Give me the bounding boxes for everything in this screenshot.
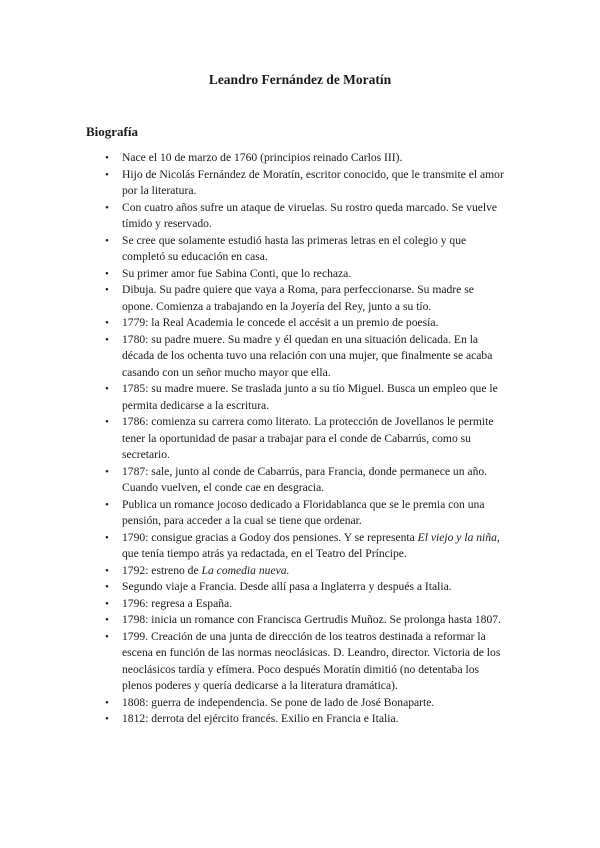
work-title: La comedia nueva. <box>201 563 290 577</box>
list-item-text: 1812: derrota del ejército francés. Exilio en Francia e Italia. <box>122 712 399 725</box>
bullet-icon: • <box>105 168 109 181</box>
list-item-text: Nace el 10 de marzo de 1760 (principios reinado Carlos III). <box>122 151 403 164</box>
list-item <box>86 711 506 728</box>
bullet-icon: • <box>105 284 109 296</box>
list-item <box>86 629 506 695</box>
bullet-icon: • <box>105 564 109 577</box>
section-heading-biografia: Biografía <box>86 124 138 139</box>
bullet-icon: • <box>105 317 109 329</box>
bullet-icon: • <box>105 614 109 626</box>
bullet-icon: • <box>105 713 109 725</box>
list-item <box>86 150 506 167</box>
list-item <box>86 233 506 266</box>
document-title: Leandro Fernández de Moratín <box>208 72 392 87</box>
list-item-text: 1785: su madre muere. Se traslada junto a su tío Miguel. Busca un empleo que le permita dedicarse a la escritura. <box>122 382 498 412</box>
list-item <box>86 563 506 580</box>
list-item-text: 1796: regresa a España. <box>122 596 233 610</box>
list-item-text: 1787: sale, junto al conde de Cabarrús, para Francia, donde permanece un año. Cuando vuelven, el conde cae en desgracia. <box>122 464 488 494</box>
bullet-icon: • <box>105 333 109 346</box>
list-item <box>86 332 506 382</box>
list-item <box>86 266 506 283</box>
list-item-text: Segundo viaje a Francia. Desde allí pasa a Inglaterra y después a Italia. <box>122 580 452 593</box>
list-item <box>86 464 506 497</box>
list-item-text: Hijo de Nicolás Fernández de Moratín, escritor conocido, que le transmite el amor por la literatura. <box>122 167 504 197</box>
list-item-text: 1779: la Real Academia le concede el accésit a un premio de poesía. <box>122 316 439 329</box>
bullet-icon: • <box>105 201 109 214</box>
list-item-text: 1792: estreno de <box>122 563 202 577</box>
bullet-icon: • <box>105 531 109 544</box>
list-item <box>86 414 506 464</box>
list-item <box>86 530 506 563</box>
bullet-icon: • <box>105 498 109 511</box>
list-item <box>86 282 506 315</box>
list-item-text: Con cuatro años sufre un ataque de viruelas. Su rostro queda marcado. Se vuelve tímido y reservado. <box>122 200 498 230</box>
bullet-icon: • <box>105 696 109 709</box>
list-item-text: 1790: consigue gracias a Godoy dos pensiones. Y se representa <box>122 530 418 544</box>
list-item <box>86 381 506 414</box>
list-item-text: , que tenía tiempo atrás ya redactada, en el Teatro del Príncipe. <box>122 530 500 560</box>
list-item-text: 1798: inicia un romance con Francisca Gertrudis Muñoz. Se prolonga hasta 1807. <box>122 613 501 626</box>
list-item <box>86 695 506 712</box>
list-item <box>86 315 506 332</box>
list-item-text: 1799. Creación de una junta de dirección de los teatros destinada a reformar la escena en función de las normas neoclásicas. D. Leandro, director. Victoria de los neoclásicos tardía y efímera. Poco después Moratín dimitió (no detentaba los plenos poderes y quería dedicarse a la literatura dramática). <box>122 629 501 692</box>
list-item <box>86 612 506 629</box>
bullet-icon: • <box>105 630 109 643</box>
bullet-icon: • <box>105 416 109 428</box>
list-item-text: 1786: comienza su carrera como literato. La protección de Jovellanos le permite tener la oportunidad de pasar a trabajar para el conde de Cabarrús, como su secretario. <box>122 415 494 461</box>
list-item-text: 1780: su padre muere. Su madre y él quedan en una situación delicada. En la década de los ochenta tuvo una relación con una mujer, que finalmente se acaba casando con un señor mucho mayor que ella. <box>122 332 493 379</box>
list-item <box>86 579 506 596</box>
list-item-text: Dibuja. Su padre quiere que vaya a Roma, para perfeccionarse. Su madre se opone. Comienza a trabajando en la Joyería del Rey, junto a su tío. <box>122 283 474 313</box>
bullet-icon: • <box>105 267 109 280</box>
list-item-text: 1808: guerra de independencia. Se pone de lado de José Bonaparte. <box>122 695 435 709</box>
bullet-icon: • <box>105 581 109 593</box>
work-title: El viejo y la niña <box>417 530 497 544</box>
list-item-text: Se cree que solamente estudió hasta las primeras letras en el colegio y que completó su educación en casa. <box>122 233 467 263</box>
list-item <box>86 200 506 233</box>
bullet-icon: • <box>105 383 109 395</box>
list-item-text: Su primer amor fue Sabina Conti, que lo rechaza. <box>122 266 352 280</box>
list-item <box>86 596 506 613</box>
list-item <box>86 167 506 200</box>
list-item <box>86 497 506 530</box>
bullet-icon: • <box>105 234 109 247</box>
bullet-icon: • <box>105 597 109 610</box>
bullet-icon: • <box>105 465 109 478</box>
biography-list <box>86 150 506 728</box>
list-item-text: Publica un romance jocoso dedicado a Floridablanca que se le premia con una pensión, para acceder a la cual se tiene que ordenar. <box>122 497 485 527</box>
bullet-icon: • <box>105 152 109 164</box>
